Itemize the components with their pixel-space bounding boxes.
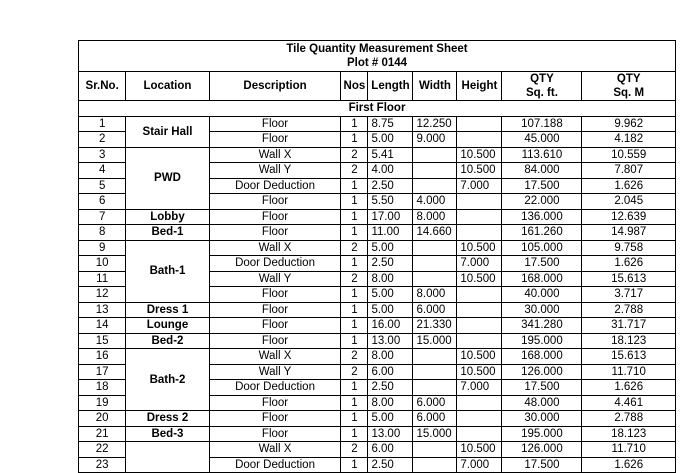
nos-cell: 1 [341, 194, 368, 210]
height-cell: 7.000 [457, 178, 502, 194]
width-cell: 21.330 [413, 318, 457, 334]
table-row [79, 333, 676, 349]
section-row [79, 101, 676, 117]
location-cell: Dress 2 [126, 411, 209, 427]
nos-cell: 1 [341, 116, 368, 132]
nos-cell: 1 [341, 225, 368, 241]
table-row [79, 302, 676, 318]
qty-sqm-cell: 2.045 [582, 194, 676, 210]
location-cell: Lounge [126, 318, 209, 334]
description-cell: Floor [209, 209, 341, 225]
sr-no-cell: 11 [79, 271, 126, 287]
nos-cell: 2 [341, 163, 368, 179]
length-cell: 2.50 [368, 457, 413, 473]
height-cell [457, 132, 502, 148]
sr-no-cell: 3 [79, 147, 126, 163]
length-cell: 2.50 [368, 380, 413, 396]
length-cell: 4.00 [368, 163, 413, 179]
nos-cell: 1 [341, 209, 368, 225]
length-cell: 6.00 [368, 442, 413, 458]
header-qty-sqft-line1: QTY [530, 73, 554, 85]
header-qty-sqm [582, 72, 676, 101]
qty-sqm-cell: 9.962 [582, 116, 676, 132]
nos-cell: 1 [341, 333, 368, 349]
width-cell [413, 178, 457, 194]
width-cell [413, 240, 457, 256]
qty-sqft-cell: 105.000 [502, 240, 582, 256]
description-cell: Wall X [209, 240, 341, 256]
qty-sqm-cell: 2.788 [582, 302, 676, 318]
header-qty-sqm-line2: Sq. M [613, 87, 645, 99]
qty-sqft-cell: 195.000 [502, 333, 582, 349]
qty-sqm-cell: 11.710 [582, 364, 676, 380]
qty-sqft-cell: 45.000 [502, 132, 582, 148]
description-cell: Floor [209, 194, 341, 210]
table-row [79, 225, 676, 241]
height-cell: 10.500 [457, 364, 502, 380]
table-row [79, 318, 676, 334]
sr-no-cell: 14 [79, 318, 126, 334]
description-cell: Wall Y [209, 271, 341, 287]
qty-sqft-cell: 48.000 [502, 395, 582, 411]
subtitle-text: Plot # 0144 [346, 57, 408, 69]
length-cell: 2.50 [368, 256, 413, 272]
location-cell: Bath-1 [126, 240, 209, 302]
sr-no-cell: 1 [79, 116, 126, 132]
qty-sqft-cell: 17.500 [502, 256, 582, 272]
header-nos: Nos [341, 72, 368, 101]
width-cell [413, 457, 457, 473]
nos-cell: 2 [341, 349, 368, 365]
length-cell: 5.00 [368, 132, 413, 148]
qty-sqm-cell: 1.626 [582, 256, 676, 272]
table-row [79, 411, 676, 427]
sr-no-cell: 19 [79, 395, 126, 411]
qty-sqm-cell: 2.788 [582, 411, 676, 427]
sr-no-cell: 17 [79, 364, 126, 380]
qty-sqm-cell: 14.987 [582, 225, 676, 241]
qty-sqft-cell: 136.000 [502, 209, 582, 225]
width-cell: 6.000 [413, 395, 457, 411]
height-cell: 10.500 [457, 271, 502, 287]
width-cell [413, 442, 457, 458]
qty-sqm-cell: 15.613 [582, 349, 676, 365]
sr-no-cell: 15 [79, 333, 126, 349]
width-cell: 6.000 [413, 302, 457, 318]
height-cell: 7.000 [457, 457, 502, 473]
description-cell: Wall X [209, 442, 341, 458]
description-cell: Floor [209, 333, 341, 349]
height-cell: 10.500 [457, 442, 502, 458]
sr-no-cell: 5 [79, 178, 126, 194]
length-cell: 2.50 [368, 178, 413, 194]
nos-cell: 1 [341, 380, 368, 396]
nos-cell: 2 [341, 442, 368, 458]
header-qty-sqft-line2: Sq. ft. [525, 87, 558, 99]
width-cell: 15.000 [413, 426, 457, 442]
nos-cell: 1 [341, 287, 368, 303]
length-cell: 5.50 [368, 194, 413, 210]
nos-cell: 2 [341, 364, 368, 380]
description-cell: Door Deduction [209, 178, 341, 194]
description-cell: Floor [209, 116, 341, 132]
table-row [79, 426, 676, 442]
height-cell: 10.500 [457, 240, 502, 256]
height-cell [457, 318, 502, 334]
location-cell: Stair Hall [126, 116, 209, 147]
description-cell: Floor [209, 287, 341, 303]
sr-no-cell: 4 [79, 163, 126, 179]
width-cell [413, 349, 457, 365]
nos-cell: 1 [341, 178, 368, 194]
height-cell [457, 395, 502, 411]
length-cell: 8.00 [368, 349, 413, 365]
header-sr-no: Sr.No. [79, 72, 126, 101]
nos-cell: 2 [341, 147, 368, 163]
table-row [79, 116, 676, 132]
length-cell: 5.00 [368, 240, 413, 256]
qty-sqm-cell: 31.717 [582, 318, 676, 334]
length-cell: 6.00 [368, 364, 413, 380]
nos-cell: 1 [341, 395, 368, 411]
sr-no-cell: 8 [79, 225, 126, 241]
table-row [79, 442, 676, 458]
qty-sqft-cell: 341.280 [502, 318, 582, 334]
description-cell: Wall X [209, 349, 341, 365]
table-row [79, 349, 676, 365]
location-cell: Bed-3 [126, 426, 209, 442]
sr-no-cell: 18 [79, 380, 126, 396]
qty-sqft-cell: 22.000 [502, 194, 582, 210]
width-cell [413, 256, 457, 272]
qty-sqm-cell: 1.626 [582, 457, 676, 473]
qty-sqft-cell: 126.000 [502, 364, 582, 380]
qty-sqm-cell: 18.123 [582, 333, 676, 349]
nos-cell: 1 [341, 411, 368, 427]
qty-sqm-cell: 4.461 [582, 395, 676, 411]
sr-no-cell: 12 [79, 287, 126, 303]
height-cell [457, 333, 502, 349]
qty-sqm-cell: 7.807 [582, 163, 676, 179]
width-cell: 9.000 [413, 132, 457, 148]
qty-sqm-cell: 3.717 [582, 287, 676, 303]
sr-no-cell: 20 [79, 411, 126, 427]
length-cell: 5.00 [368, 302, 413, 318]
header-description: Description [209, 72, 341, 101]
width-cell: 8.000 [413, 287, 457, 303]
qty-sqm-cell: 1.626 [582, 380, 676, 396]
height-cell [457, 209, 502, 225]
sr-no-cell: 22 [79, 442, 126, 458]
sr-no-cell: 7 [79, 209, 126, 225]
sr-no-cell: 6 [79, 194, 126, 210]
qty-sqft-cell: 84.000 [502, 163, 582, 179]
table-row [79, 147, 676, 163]
nos-cell: 1 [341, 426, 368, 442]
qty-sqft-cell: 40.000 [502, 287, 582, 303]
height-cell [457, 116, 502, 132]
length-cell: 13.00 [368, 426, 413, 442]
qty-sqft-cell: 126.000 [502, 442, 582, 458]
nos-cell: 2 [341, 240, 368, 256]
height-cell [457, 225, 502, 241]
sr-no-cell: 13 [79, 302, 126, 318]
height-cell [457, 302, 502, 318]
width-cell [413, 364, 457, 380]
nos-cell: 2 [341, 271, 368, 287]
location-cell [126, 442, 209, 473]
header-qty-sqm-line1: QTY [616, 73, 641, 85]
tile-measurement-table [78, 40, 676, 473]
description-cell: Floor [209, 426, 341, 442]
header-length: Length [368, 72, 413, 101]
header-location: Location [126, 72, 209, 101]
height-cell [457, 426, 502, 442]
qty-sqm-cell: 10.559 [582, 147, 676, 163]
qty-sqm-cell: 1.626 [582, 178, 676, 194]
width-cell: 12.250 [413, 116, 457, 132]
nos-cell: 1 [341, 132, 368, 148]
sr-no-cell: 23 [79, 457, 126, 473]
description-cell: Floor [209, 132, 341, 148]
header-row [79, 72, 676, 101]
nos-cell: 1 [341, 302, 368, 318]
sr-no-cell: 16 [79, 349, 126, 365]
nos-cell: 1 [341, 256, 368, 272]
length-cell: 13.00 [368, 333, 413, 349]
sr-no-cell: 21 [79, 426, 126, 442]
header-qty-sqft [502, 72, 582, 101]
qty-sqft-cell: 113.610 [502, 147, 582, 163]
length-cell: 16.00 [368, 318, 413, 334]
height-cell [457, 287, 502, 303]
qty-sqm-cell: 4.182 [582, 132, 676, 148]
section-title: First Floor [79, 101, 676, 117]
width-cell: 14.660 [413, 225, 457, 241]
table-row [79, 209, 676, 225]
title-row [79, 41, 676, 72]
height-cell: 10.500 [457, 349, 502, 365]
description-cell: Floor [209, 318, 341, 334]
qty-sqm-cell: 18.123 [582, 426, 676, 442]
qty-sqm-cell: 15.613 [582, 271, 676, 287]
table-row [79, 240, 676, 256]
width-cell [413, 271, 457, 287]
qty-sqm-cell: 9.758 [582, 240, 676, 256]
qty-sqft-cell: 17.500 [502, 457, 582, 473]
length-cell: 5.00 [368, 411, 413, 427]
qty-sqft-cell: 17.500 [502, 178, 582, 194]
nos-cell: 1 [341, 318, 368, 334]
description-cell: Floor [209, 411, 341, 427]
description-cell: Door Deduction [209, 457, 341, 473]
description-cell: Floor [209, 395, 341, 411]
length-cell: 8.00 [368, 271, 413, 287]
description-cell: Door Deduction [209, 380, 341, 396]
qty-sqft-cell: 168.000 [502, 271, 582, 287]
description-cell: Wall Y [209, 163, 341, 179]
sheet-title [79, 41, 676, 72]
length-cell: 8.00 [368, 395, 413, 411]
location-cell: Bed-1 [126, 225, 209, 241]
width-cell [413, 147, 457, 163]
qty-sqft-cell: 168.000 [502, 349, 582, 365]
width-cell [413, 380, 457, 396]
qty-sqft-cell: 30.000 [502, 302, 582, 318]
location-cell: Dress 1 [126, 302, 209, 318]
sr-no-cell: 9 [79, 240, 126, 256]
description-cell: Wall X [209, 147, 341, 163]
height-cell: 7.000 [457, 380, 502, 396]
location-cell: PWD [126, 147, 209, 209]
description-cell: Floor [209, 225, 341, 241]
length-cell: 17.00 [368, 209, 413, 225]
qty-sqft-cell: 17.500 [502, 380, 582, 396]
qty-sqft-cell: 161.260 [502, 225, 582, 241]
height-cell: 10.500 [457, 147, 502, 163]
description-cell: Floor [209, 302, 341, 318]
qty-sqft-cell: 30.000 [502, 411, 582, 427]
length-cell: 5.41 [368, 147, 413, 163]
height-cell [457, 194, 502, 210]
nos-cell: 1 [341, 457, 368, 473]
qty-sqm-cell: 11.710 [582, 442, 676, 458]
description-cell: Wall Y [209, 364, 341, 380]
length-cell: 8.75 [368, 116, 413, 132]
location-cell: Bed-2 [126, 333, 209, 349]
qty-sqft-cell: 107.188 [502, 116, 582, 132]
description-cell: Door Deduction [209, 256, 341, 272]
length-cell: 11.00 [368, 225, 413, 241]
header-width: Width [413, 72, 457, 101]
width-cell [413, 163, 457, 179]
width-cell: 15.000 [413, 333, 457, 349]
height-cell: 10.500 [457, 163, 502, 179]
length-cell: 5.00 [368, 287, 413, 303]
qty-sqm-cell: 12.639 [582, 209, 676, 225]
sr-no-cell: 2 [79, 132, 126, 148]
width-cell: 6.000 [413, 411, 457, 427]
title-text: Tile Quantity Measurement Sheet [286, 43, 468, 55]
header-height: Height [457, 72, 502, 101]
location-cell: Lobby [126, 209, 209, 225]
height-cell [457, 411, 502, 427]
width-cell: 8.000 [413, 209, 457, 225]
width-cell: 4.000 [413, 194, 457, 210]
sr-no-cell: 10 [79, 256, 126, 272]
location-cell: Bath-2 [126, 349, 209, 411]
qty-sqft-cell: 195.000 [502, 426, 582, 442]
height-cell: 7.000 [457, 256, 502, 272]
